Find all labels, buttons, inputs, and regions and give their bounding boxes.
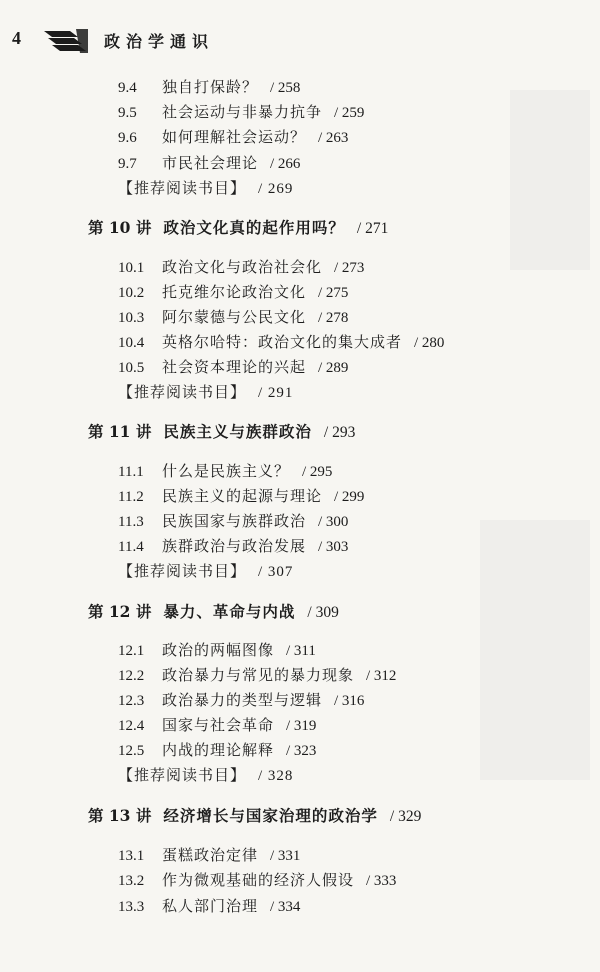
page-reference: / 303 — [318, 539, 349, 555]
section-title: 阿尔蒙德与公民文化 — [162, 308, 307, 326]
chapter-entry — [88, 806, 421, 827]
section-title: 私人部门治理 — [162, 897, 259, 915]
section-entry — [118, 332, 444, 353]
running-header — [0, 0, 600, 70]
reading-list-title: 【推荐阅读书目】 — [118, 179, 247, 197]
section-entry — [118, 665, 396, 686]
page-reference: / 300 — [318, 514, 349, 530]
page-number: 4 — [12, 28, 21, 48]
chapter-number: 第 13 讲 — [88, 806, 152, 825]
reading-list-entry — [118, 561, 293, 582]
section-title: 内战的理论解释 — [162, 741, 275, 759]
chapter-title: 民族主义与族群政治 — [163, 422, 312, 441]
page-reference: / 316 — [334, 693, 365, 709]
section-entry — [118, 357, 348, 378]
section-number: 10.2 — [118, 285, 145, 301]
section-entry — [118, 461, 332, 482]
page-reference: / 334 — [270, 899, 301, 915]
reading-list-title: 【推荐阅读书目】 — [118, 383, 247, 401]
section-entry — [118, 511, 348, 532]
page-reference: / 309 — [307, 604, 339, 621]
page-reference: / 299 — [334, 489, 365, 505]
section-title: 政治暴力的类型与逻辑 — [162, 691, 323, 709]
section-entry — [118, 845, 300, 866]
page-reference: / 311 — [286, 643, 316, 659]
chapter-entry — [88, 218, 388, 239]
reading-list-entry — [118, 765, 293, 786]
page-reference: / 269 — [258, 181, 294, 197]
section-number: 12.2 — [118, 668, 145, 684]
section-entry — [118, 690, 364, 711]
reading-list-title: 【推荐阅读书目】 — [118, 562, 247, 580]
chapter-number: 第 10 讲 — [88, 218, 152, 237]
section-entry — [118, 870, 396, 891]
reading-list-entry — [118, 178, 293, 199]
section-title: 市民社会理论 — [162, 154, 259, 172]
page-reference: / 333 — [366, 873, 397, 889]
section-entry — [118, 740, 316, 761]
page-reference: / 329 — [389, 808, 422, 825]
section-entry — [118, 127, 348, 148]
reading-list-entry — [118, 382, 293, 403]
page-reference: / 291 — [258, 385, 294, 401]
page-reference: / 273 — [334, 260, 365, 276]
bleed-through-texture — [510, 90, 590, 270]
section-title: 政治文化与政治社会化 — [162, 258, 323, 276]
page-reference: / 271 — [356, 220, 389, 237]
bleed-through-texture — [480, 520, 590, 780]
section-title: 托克维尔论政治文化 — [162, 283, 307, 301]
section-entry — [118, 896, 300, 917]
page-reference: / 278 — [318, 310, 349, 326]
page-reference: / 263 — [318, 130, 349, 146]
section-number: 9.6 — [118, 130, 137, 146]
section-title: 民族国家与族群政治 — [162, 512, 307, 530]
section-number: 10.3 — [118, 310, 145, 326]
page-reference: / 275 — [318, 285, 349, 301]
section-number: 11.2 — [118, 489, 144, 505]
section-entry — [118, 102, 364, 123]
chapter-entry — [88, 602, 339, 623]
chapter-title: 暴力、革命与内战 — [163, 602, 296, 621]
section-entry — [118, 640, 316, 661]
section-number: 11.1 — [118, 464, 144, 480]
section-title: 国家与社会革命 — [162, 716, 275, 734]
page-reference: / 293 — [323, 424, 356, 441]
page-reference: / 331 — [270, 848, 301, 864]
page-reference: / 259 — [334, 105, 365, 121]
section-number: 9.7 — [118, 156, 137, 172]
publisher-logo-icon — [40, 27, 90, 55]
chapter-number: 第 12 讲 — [88, 602, 152, 621]
section-number: 13.2 — [118, 873, 145, 889]
section-title: 民族主义的起源与理论 — [162, 487, 323, 505]
section-number: 10.4 — [118, 335, 145, 351]
section-number: 9.4 — [118, 80, 137, 96]
section-number: 13.1 — [118, 848, 145, 864]
section-title: 蛋糕政治定律 — [162, 846, 259, 864]
section-number: 11.4 — [118, 539, 144, 555]
chapter-title: 政治文化真的起作用吗？ — [163, 218, 345, 237]
section-entry — [118, 536, 348, 557]
section-entry — [118, 282, 348, 303]
section-entry — [118, 257, 364, 278]
section-entry — [118, 153, 300, 174]
section-title: 社会运动与非暴力抗争 — [162, 103, 323, 121]
section-title: 政治的两幅图像 — [162, 641, 275, 659]
section-number: 9.5 — [118, 105, 137, 121]
section-number: 12.3 — [118, 693, 145, 709]
page-reference: / 312 — [366, 668, 397, 684]
chapter-number: 第 11 讲 — [88, 422, 152, 441]
chapter-entry — [88, 422, 355, 443]
page-reference: / 258 — [270, 80, 301, 96]
page-reference: / 280 — [414, 335, 445, 351]
page-reference: / 307 — [258, 564, 294, 580]
section-number: 12.1 — [118, 643, 145, 659]
section-number: 11.3 — [118, 514, 144, 530]
section-title: 作为微观基础的经济人假设 — [162, 871, 355, 889]
page-reference: / 319 — [286, 718, 317, 734]
chapter-title: 经济增长与国家治理的政治学 — [163, 806, 378, 825]
section-title: 政治暴力与常见的暴力现象 — [162, 666, 355, 684]
section-number: 12.4 — [118, 718, 145, 734]
section-number: 10.1 — [118, 260, 145, 276]
section-title: 独自打保龄？ — [162, 78, 259, 96]
section-number: 12.5 — [118, 743, 145, 759]
section-title: 英格尔哈特：政治文化的集大成者 — [162, 333, 403, 351]
section-entry — [118, 486, 364, 507]
page-reference: / 295 — [302, 464, 333, 480]
book-title: 政治学通识 — [104, 32, 215, 51]
section-entry — [118, 77, 300, 98]
section-title: 如何理解社会运动？ — [162, 128, 307, 146]
page-reference: / 328 — [258, 768, 294, 784]
section-title: 族群政治与政治发展 — [162, 537, 307, 555]
section-number: 10.5 — [118, 360, 145, 376]
section-number: 13.3 — [118, 899, 145, 915]
page-reference: / 266 — [270, 156, 301, 172]
reading-list-title: 【推荐阅读书目】 — [118, 766, 247, 784]
section-title: 什么是民族主义？ — [162, 462, 291, 480]
page-reference: / 289 — [318, 360, 349, 376]
section-entry — [118, 307, 348, 328]
section-entry — [118, 715, 316, 736]
section-title: 社会资本理论的兴起 — [162, 358, 307, 376]
page-reference: / 323 — [286, 743, 317, 759]
